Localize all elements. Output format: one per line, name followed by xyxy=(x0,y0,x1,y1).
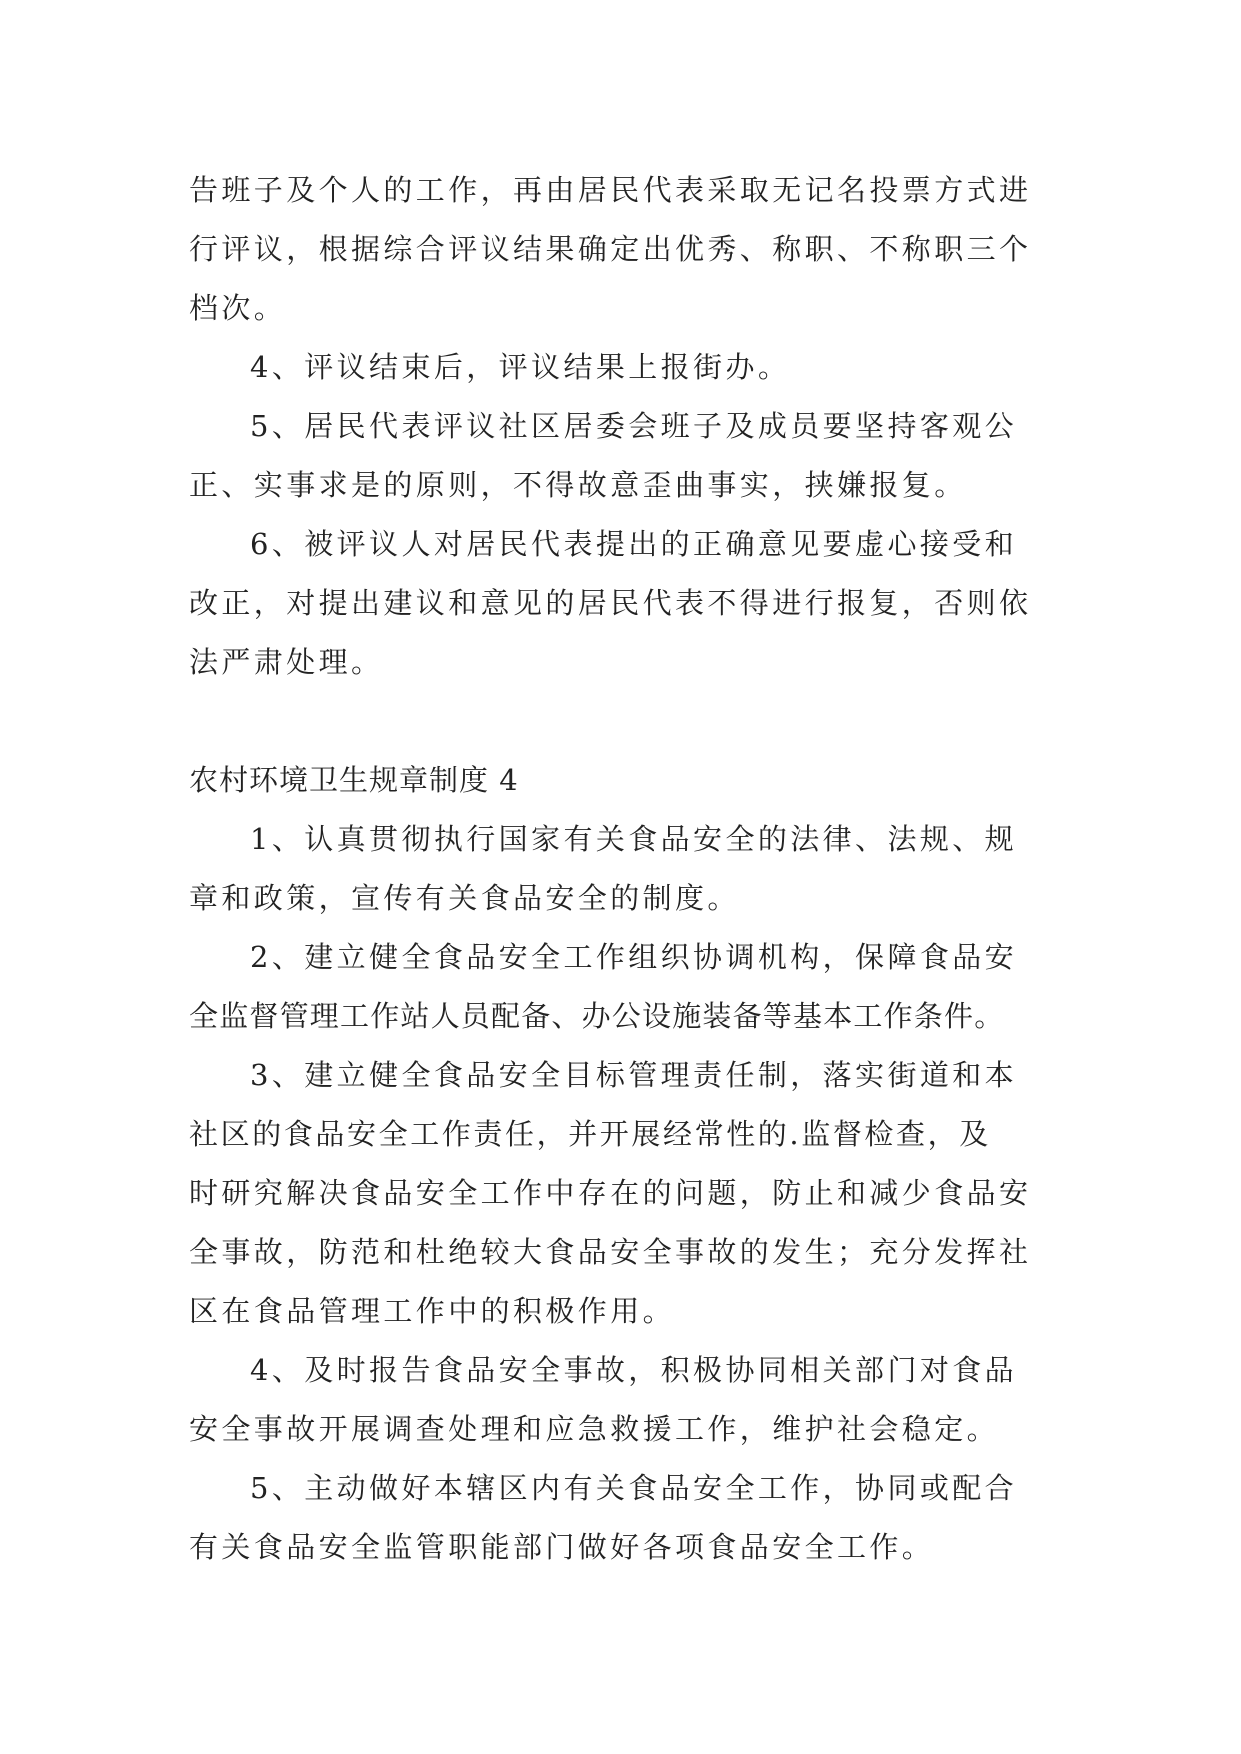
paragraph-item-4 xyxy=(189,338,1057,397)
text-line: 有关食品安全监管职能部门做好各项食品安全工作。 xyxy=(189,1530,935,1564)
text-line: 章和政策，宣传有关食品安全的制度。 xyxy=(189,881,740,915)
paragraph-rule-4 xyxy=(189,1341,1057,1459)
paragraph-item-6 xyxy=(189,515,1057,692)
text-line: 全事故，防范和杜绝较大食品安全事故的发生；充分发挥社 xyxy=(189,1235,1032,1269)
text-line: 区在食品管理工作中的积极作用。 xyxy=(189,1294,676,1328)
text-line: 时研究解决食品安全工作中存在的问题，防止和减少食品安 xyxy=(189,1176,1032,1210)
text-line: 4、评议结束后，评议结果上报街办。 xyxy=(250,350,791,384)
section-title: 农村环境卫生规章制度 4 xyxy=(189,763,519,797)
text-line: 1、认真贯彻执行国家有关食品安全的法律、法规、规 xyxy=(250,822,1018,856)
text-line: 5、主动做好本辖区内有关食品安全工作，协同或配合 xyxy=(250,1471,1018,1505)
text-line: 安全事故开展调查处理和应急救援工作，维护社会稳定。 xyxy=(189,1412,1000,1446)
paragraph-rule-3 xyxy=(189,1046,1057,1341)
text-line: 行评议，根据综合评议结果确定出优秀、称职、不称职三个 xyxy=(189,232,1032,266)
text-line: 全监督管理工作站人员配备、办公设施装备等基本工作条件。 xyxy=(189,999,1005,1033)
document-body xyxy=(189,161,1057,1577)
text-line: 3、建立健全食品安全目标管理责任制，落实街道和本 xyxy=(250,1058,1018,1092)
paragraph-item-5 xyxy=(189,397,1057,515)
text-line: 社区的食品安全工作责任，并开展经常性的.监督检查，及 xyxy=(189,1117,991,1151)
text-line: 改正，对提出建议和意见的居民代表不得进行报复，否则依 xyxy=(189,586,1032,620)
text-line: 5、居民代表评议社区居委会班子及成员要坚持客观公 xyxy=(250,409,1018,443)
text-line: 正、实事求是的原则，不得故意歪曲事实，挟嫌报复。 xyxy=(189,468,967,502)
paragraph-continued xyxy=(189,161,1057,338)
text-line: 档次。 xyxy=(189,291,287,325)
paragraph-gap xyxy=(189,692,1057,751)
paragraph-rule-1 xyxy=(189,810,1057,928)
text-line: 法严肃处理。 xyxy=(189,645,384,679)
text-line: 4、及时报告食品安全事故，积极协同相关部门对食品 xyxy=(250,1353,1018,1387)
text-line: 2、建立健全食品安全工作组织协调机构，保障食品安 xyxy=(250,940,1018,974)
paragraph-rule-5 xyxy=(189,1459,1057,1577)
paragraph-rule-2 xyxy=(189,928,1057,1046)
text-line: 6、被评议人对居民代表提出的正确意见要虚心接受和 xyxy=(250,527,1018,561)
text-line: 告班子及个人的工作，再由居民代表采取无记名投票方式进 xyxy=(189,173,1032,207)
